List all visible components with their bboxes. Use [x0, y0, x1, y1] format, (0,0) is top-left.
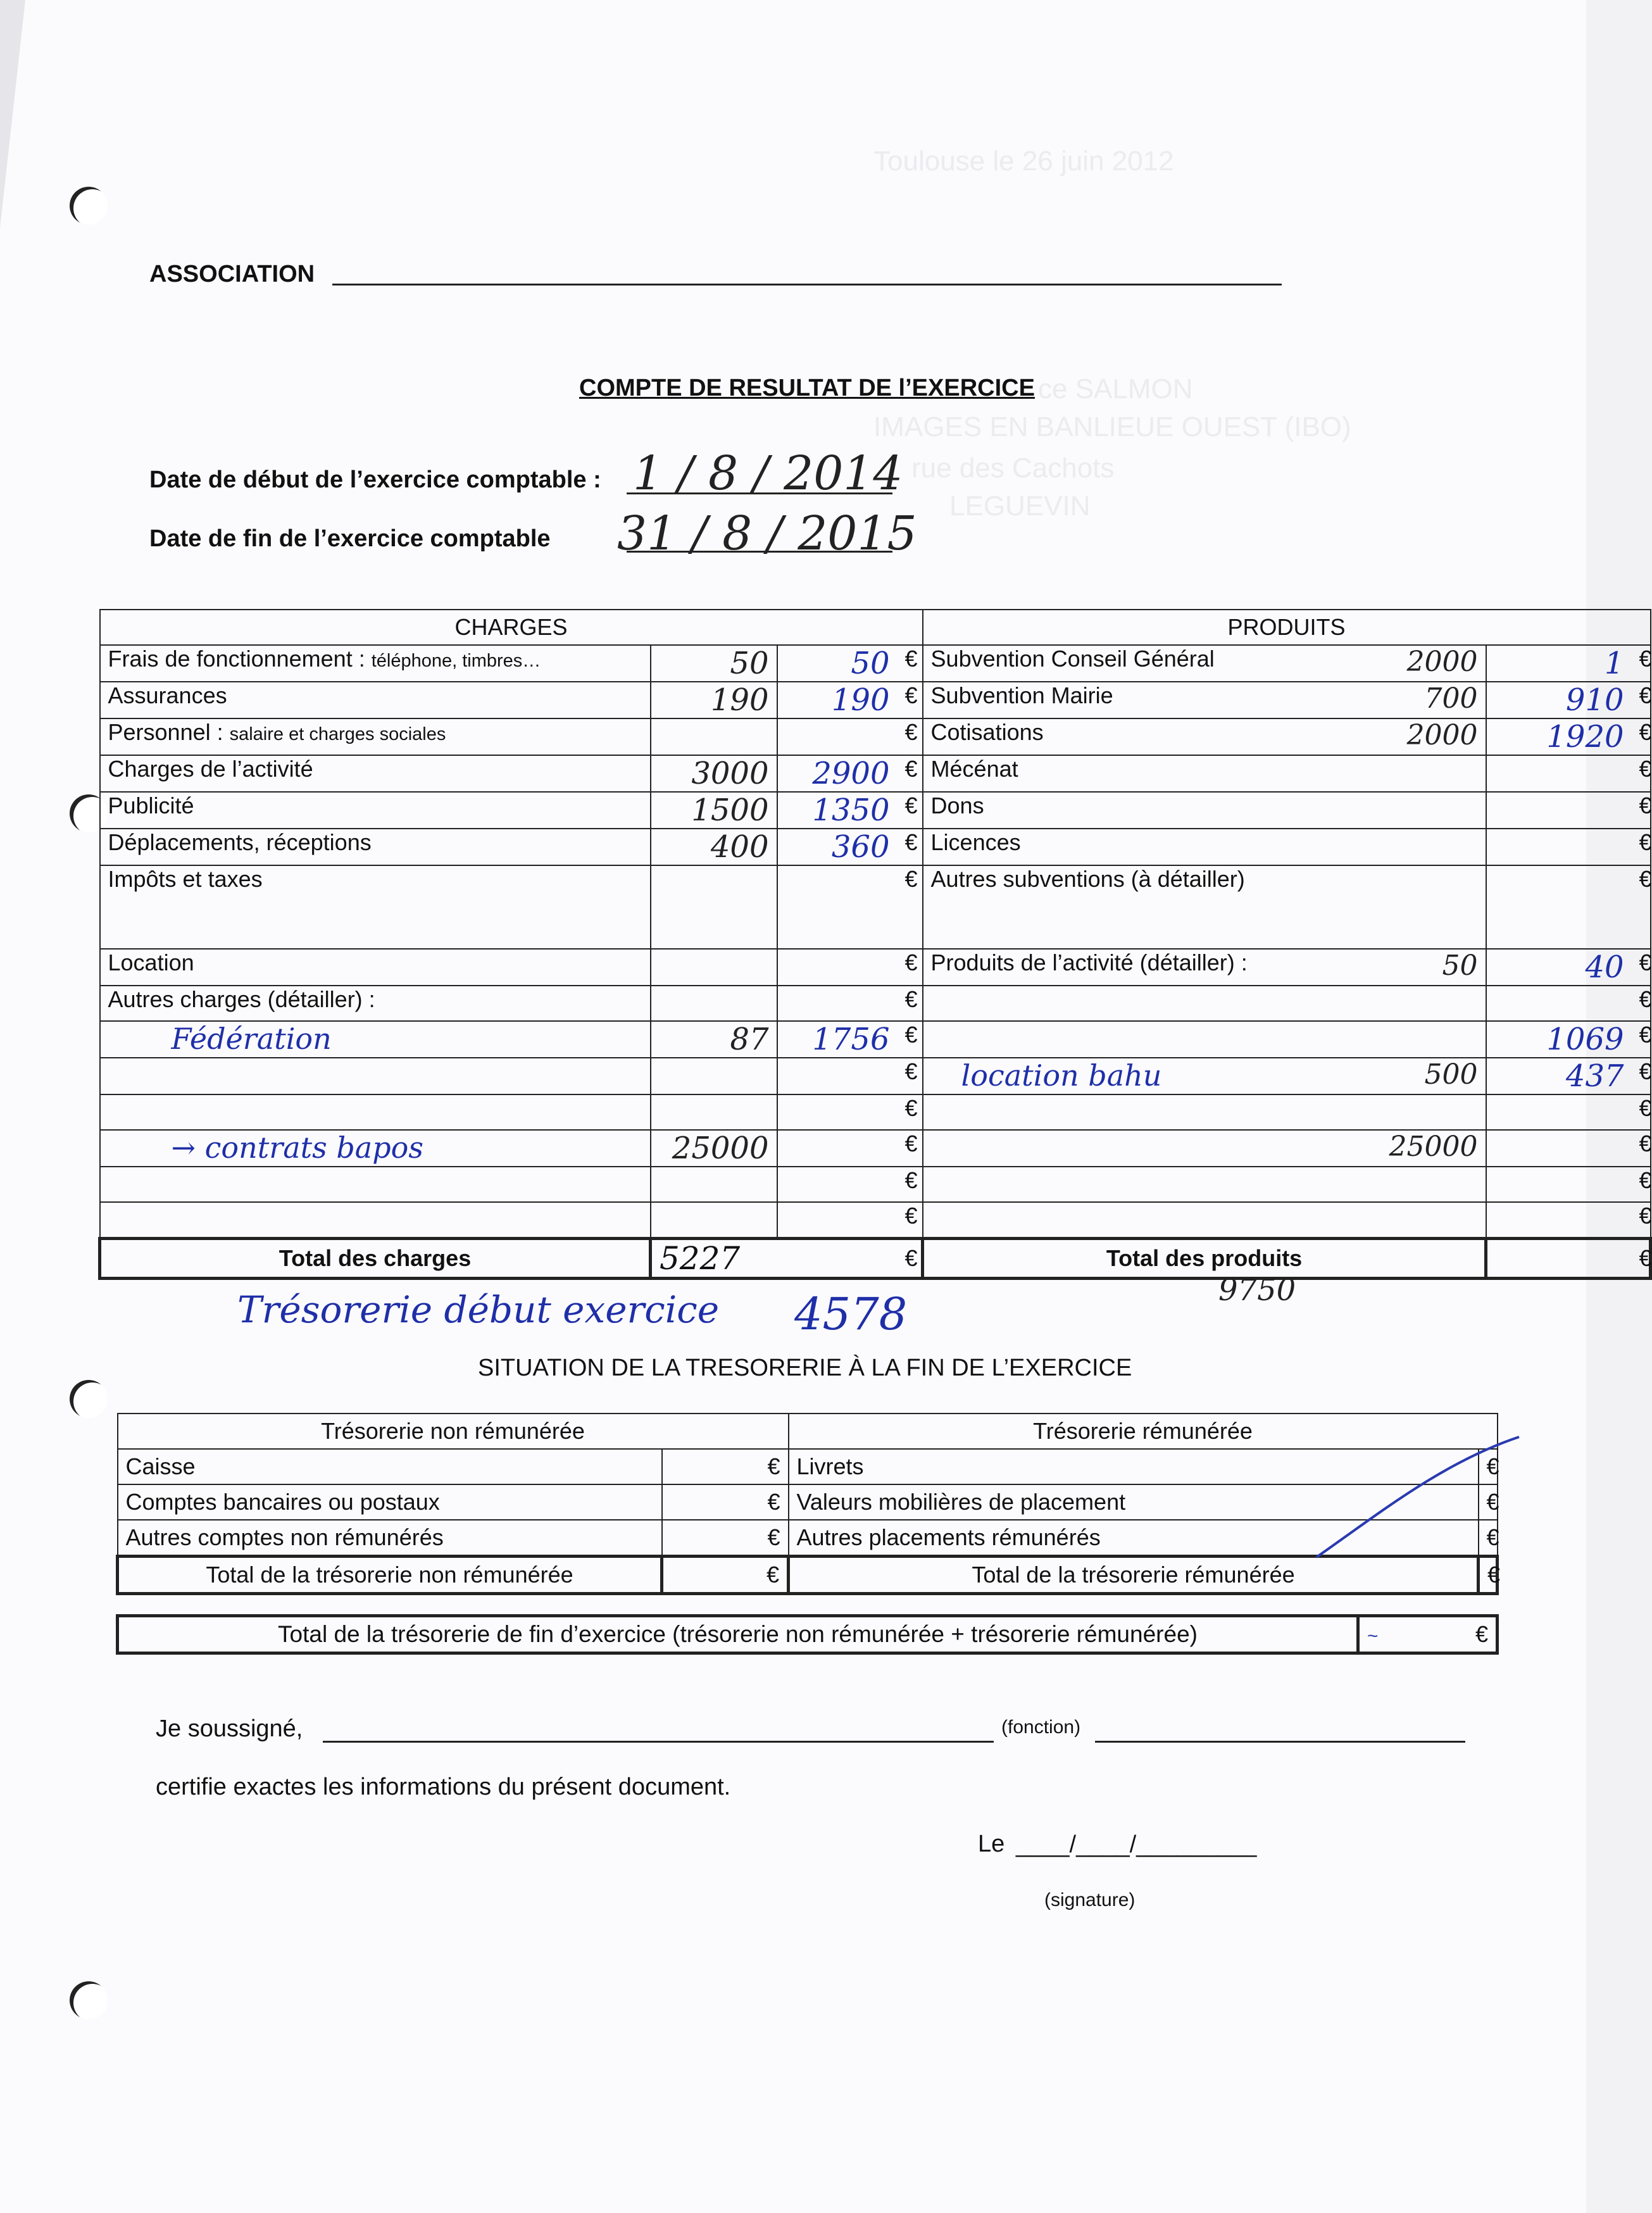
- total-charges-hand: 5227: [651, 1239, 898, 1279]
- produits-row-hand2: [1486, 755, 1632, 792]
- produits-row-label: Dons: [923, 792, 1486, 829]
- showthrough-addr: IMAGES EN BANLIEUE OUEST (IBO): [873, 411, 1351, 442]
- charges-row-text: Déplacements, réceptions: [108, 829, 372, 855]
- produits-row-label: 2000 Subvention Conseil Général: [923, 645, 1486, 682]
- produits-row-hand1: 2000: [1406, 646, 1478, 678]
- produits-row-label: Licences: [923, 829, 1486, 865]
- produits-row-label: Autres subventions (à détailler): [923, 865, 1486, 949]
- charges-row-label: [100, 1202, 651, 1239]
- produits-row-hand2: [1486, 986, 1632, 1021]
- produits-row-hand2: 1069: [1486, 1021, 1632, 1058]
- charges-euro: €: [898, 1094, 923, 1130]
- treso-right-euro: €: [1479, 1520, 1498, 1557]
- charges-row-text: → contrats bapos: [171, 1131, 423, 1165]
- treso-right-heading: Trésorerie rémunérée: [789, 1414, 1498, 1449]
- produits-row-hand2: [1486, 1202, 1632, 1239]
- signature-label: (signature): [1044, 1890, 1136, 1910]
- treso-right-euro: €: [1479, 1449, 1498, 1484]
- charges-row-label: [100, 949, 651, 986]
- tresorerie-table: [116, 1413, 1499, 1595]
- charges-row-label: [100, 755, 651, 792]
- showthrough-addr: rue des Cachots: [911, 453, 1115, 484]
- tresorerie-debut-note: Trésorerie début exercice: [237, 1288, 720, 1331]
- charges-row-hand2: [777, 1058, 898, 1094]
- charges-euro: €: [898, 865, 923, 949]
- folded-corner: [0, 0, 25, 228]
- total-produits-euro: €: [1632, 1239, 1651, 1279]
- charges-row-label: [100, 1130, 651, 1167]
- charges-row-hand2: [777, 1167, 898, 1202]
- charges-euro: €: [898, 986, 923, 1021]
- tresorerie-debut-value: 4578: [794, 1288, 908, 1340]
- charges-euro: €: [898, 755, 923, 792]
- produits-euro: €: [1632, 1202, 1651, 1239]
- showthrough-addr: LEGUEVIN: [949, 491, 1091, 522]
- charges-row-note: téléphone, timbres…: [371, 651, 541, 671]
- charges-row-text: Personnel :: [108, 719, 223, 745]
- charges-row-hand1: 3000: [651, 755, 777, 792]
- produits-row-hand2: 1: [1486, 645, 1632, 682]
- produits-row-label: 500 location bahu: [923, 1058, 1486, 1094]
- charges-row-hand1: 50: [651, 645, 777, 682]
- charges-row-hand1: 1500: [651, 792, 777, 829]
- treso-left-label: Caisse: [118, 1449, 662, 1484]
- date-blanks: ____/____/_________: [1016, 1831, 1257, 1858]
- charges-row-hand1: [651, 1167, 777, 1202]
- treso-left-euro: €: [662, 1484, 789, 1520]
- treso-left-heading: Trésorerie non rémunérée: [118, 1414, 789, 1449]
- produits-row-hand2: 910: [1486, 682, 1632, 718]
- grand-total-label: Total de la trésorerie de fin d’exercice (trésorerie non rémunérée + trésorerie rémunérée): [118, 1616, 1358, 1653]
- charges-row-hand1: 190: [651, 682, 777, 718]
- produits-euro: €: [1632, 682, 1651, 718]
- produits-euro: €: [1632, 1167, 1651, 1202]
- produits-row-hand2: [1486, 1167, 1632, 1202]
- end-date-hand: 31 / 8 / 2015: [617, 506, 917, 561]
- produits-euro: €: [1632, 1094, 1651, 1130]
- association-label: ASSOCIATION: [149, 261, 315, 287]
- charges-row-text: Location: [108, 950, 194, 975]
- produits-euro: €: [1632, 645, 1651, 682]
- charges-row-hand2: 2900: [777, 755, 898, 792]
- charges-row-label: [100, 1167, 651, 1202]
- charges-row-text: Frais de fonctionnement :: [108, 646, 365, 672]
- treso-right-label: Livrets: [789, 1449, 1479, 1484]
- grand-total-table: [116, 1614, 1499, 1655]
- produits-euro: €: [1632, 986, 1651, 1021]
- fonction-label: (fonction): [1001, 1717, 1081, 1738]
- treso-right-total: Total de la trésorerie rémunérée: [789, 1557, 1479, 1594]
- situation-title: SITUATION DE LA TRESORERIE À LA FIN DE L’EXERCICE: [478, 1355, 1132, 1381]
- certifie-text: certifie exactes les informations du présent document.: [156, 1774, 731, 1800]
- produits-row-hand2: 40: [1486, 949, 1632, 986]
- total-charges-euro: €: [898, 1239, 923, 1279]
- charges-row-hand2: 1756: [777, 1021, 898, 1058]
- charges-produits-table: [98, 609, 1652, 1280]
- charges-euro: €: [898, 1167, 923, 1202]
- produits-row-hand2: [1486, 1130, 1632, 1167]
- total-charges-text: Total des charges: [278, 1245, 472, 1271]
- charges-euro: €: [898, 718, 923, 755]
- charges-row-label: [100, 1058, 651, 1094]
- charges-row-hand2: [777, 718, 898, 755]
- charges-row-label: [100, 865, 651, 949]
- grand-total-euro: €: [1460, 1616, 1498, 1653]
- produits-row-hand2: 437: [1486, 1058, 1632, 1094]
- charges-row-text: Impôts et taxes: [108, 866, 263, 892]
- charges-row-hand2: 1350: [777, 792, 898, 829]
- produits-row-label: [923, 986, 1486, 1021]
- produits-row-hand1: 700: [1424, 682, 1478, 715]
- produits-row-label: Mécénat: [923, 755, 1486, 792]
- produits-row-hand2: [1486, 865, 1632, 949]
- produits-euro: €: [1632, 829, 1651, 865]
- charges-row-label: [100, 645, 651, 682]
- charges-euro: €: [898, 949, 923, 986]
- showthrough-addr: ce SALMON: [1038, 373, 1193, 404]
- charges-euro: €: [898, 829, 923, 865]
- charges-euro: €: [898, 1202, 923, 1239]
- charges-row-hand2: [777, 1130, 898, 1167]
- produits-euro: €: [1632, 718, 1651, 755]
- produits-euro: €: [1632, 949, 1651, 986]
- charges-row-text: Publicité: [108, 793, 194, 818]
- charges-row-label: [100, 986, 651, 1021]
- showthrough-date: Toulouse le 26 juin 2012: [873, 146, 1174, 177]
- charges-row-note: salaire et charges sociales: [229, 724, 446, 744]
- charges-euro: €: [898, 1021, 923, 1058]
- treso-left-euro: €: [662, 1449, 789, 1484]
- produits-row-hand2: [1486, 829, 1632, 865]
- treso-right-label: Valeurs mobilières de placement: [789, 1484, 1479, 1520]
- produits-row-label: [923, 1094, 1486, 1130]
- produits-row-label: [923, 1021, 1486, 1058]
- grand-total-value: ~: [1358, 1616, 1460, 1653]
- charges-euro: €: [898, 1058, 923, 1094]
- charges-row-hand1: [651, 1202, 777, 1239]
- produits-row-hand2: [1486, 792, 1632, 829]
- charges-row-hand2: [777, 1202, 898, 1239]
- produits-euro: €: [1632, 865, 1651, 949]
- treso-left-total: Total de la trésorerie non rémunérée: [118, 1557, 662, 1594]
- page-title: COMPTE DE RESULTAT DE l’EXERCICE: [579, 375, 1035, 401]
- charges-row-hand2: [777, 986, 898, 1021]
- produits-row-label: 50 Produits de l’activité (détailler) :: [923, 949, 1486, 986]
- treso-left-total-euro: €: [662, 1557, 789, 1594]
- charges-row-hand1: [651, 865, 777, 949]
- charges-row-hand1: 400: [651, 829, 777, 865]
- start-date-label: Date de début de l’exercice comptable :: [149, 467, 601, 493]
- produits-row-hand1: 25000: [1389, 1131, 1478, 1163]
- treso-right-euro: €: [1479, 1484, 1498, 1520]
- end-date-label: Date de fin de l’exercice comptable: [149, 525, 551, 552]
- produits-euro: €: [1632, 1058, 1651, 1094]
- produits-row-label: [923, 1202, 1486, 1239]
- produits-row-hand2: [1486, 1094, 1632, 1130]
- fonction-line: [1095, 1741, 1465, 1743]
- treso-left-euro: €: [662, 1520, 789, 1557]
- le-label: Le: [978, 1831, 1005, 1857]
- punch-hole: [70, 1981, 108, 2019]
- charges-row-hand2: [777, 1094, 898, 1130]
- charges-euro: €: [898, 682, 923, 718]
- produits-row-hand2: 1920: [1486, 718, 1632, 755]
- produits-row-label: [923, 1130, 1486, 1167]
- produits-euro: €: [1632, 1021, 1651, 1058]
- charges-euro: €: [898, 792, 923, 829]
- charges-row-label: [100, 1021, 651, 1058]
- punch-hole: [70, 1380, 108, 1418]
- charges-heading: CHARGES: [100, 610, 923, 645]
- association-line: [332, 284, 1282, 285]
- total-charges-label: [100, 1239, 651, 1279]
- produits-row-hand1: 500: [1424, 1058, 1478, 1091]
- charges-row-hand1: [651, 949, 777, 986]
- total-produits-label: Total des produits: [923, 1239, 1486, 1279]
- produits-row-label: 2000 Cotisations: [923, 718, 1486, 755]
- diagonal-strike: [1304, 1424, 1532, 1570]
- charges-row-label: [100, 829, 651, 865]
- produits-row-hand1: 2000: [1406, 719, 1478, 751]
- charges-row-label: [100, 718, 651, 755]
- charges-row-text: Charges de l’activité: [108, 756, 313, 782]
- charges-row-hand2: [777, 865, 898, 949]
- charges-row-label: [100, 682, 651, 718]
- side-value: 9750: [1218, 1272, 1296, 1308]
- charges-row-hand1: [651, 1058, 777, 1094]
- date-line: [627, 551, 892, 553]
- charges-row-hand1: 25000: [651, 1130, 777, 1167]
- charges-row-text: Autres charges (détailler) :: [108, 986, 375, 1012]
- charges-euro: €: [898, 645, 923, 682]
- charges-row-hand2: 360: [777, 829, 898, 865]
- charges-row-hand2: [777, 949, 898, 986]
- produits-row-hand1: 50: [1442, 950, 1478, 982]
- punch-hole: [70, 187, 108, 225]
- charges-row-text: Fédération: [171, 1022, 332, 1056]
- produits-euro: €: [1632, 755, 1651, 792]
- charges-row-label: [100, 792, 651, 829]
- treso-left-label: Autres comptes non rémunérés: [118, 1520, 662, 1557]
- charges-row-label: [100, 1094, 651, 1130]
- produits-row-label: 700 Subvention Mairie: [923, 682, 1486, 718]
- produits-heading: PRODUITS: [923, 610, 1651, 645]
- charges-euro: €: [898, 1130, 923, 1167]
- treso-left-label: Comptes bancaires ou postaux: [118, 1484, 662, 1520]
- charges-row-hand1: 87: [651, 1021, 777, 1058]
- treso-right-label: Autres placements rémunérés: [789, 1520, 1479, 1557]
- name-line: [323, 1741, 994, 1743]
- charges-row-hand2: 190: [777, 682, 898, 718]
- total-produits-hand: [1486, 1239, 1632, 1279]
- produits-euro: €: [1632, 792, 1651, 829]
- produits-euro: €: [1632, 1130, 1651, 1167]
- produits-row-label: [923, 1167, 1486, 1202]
- charges-row-hand1: [651, 1094, 777, 1130]
- start-date-hand: 1 / 8 / 2014: [633, 446, 903, 501]
- charges-row-text: Assurances: [108, 682, 227, 708]
- charges-row-hand2: 50: [777, 645, 898, 682]
- treso-right-total-euro: €: [1479, 1557, 1498, 1594]
- date-line: [627, 492, 892, 494]
- charges-row-hand1: [651, 986, 777, 1021]
- soussigne-label: Je soussigné,: [156, 1715, 303, 1742]
- charges-row-hand1: [651, 718, 777, 755]
